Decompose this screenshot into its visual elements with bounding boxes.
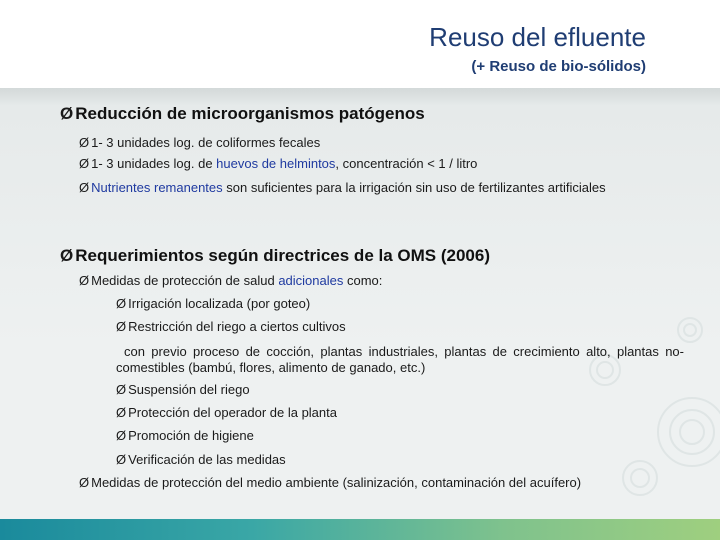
list-item-text: 1- 3 unidades log. de coliformes fecales	[91, 135, 321, 150]
list-item	[116, 428, 254, 443]
list-item	[79, 180, 684, 196]
section-heading-who	[60, 246, 490, 266]
list-item	[79, 156, 477, 171]
list-item	[116, 452, 286, 467]
bullet-arrow-icon: Ø	[60, 246, 74, 265]
section-heading-text: Reducción de microorganismos patógenos	[75, 104, 425, 123]
bullet-arrow-icon: Ø	[79, 475, 90, 490]
list-item-text: son suficientes para la irrigación sin uso de fertilizantes artificiales	[222, 180, 606, 195]
list-item	[116, 319, 346, 334]
list-item	[79, 135, 320, 150]
slide-body	[0, 88, 720, 520]
slide-header	[0, 0, 720, 88]
bullet-arrow-icon: Ø	[79, 135, 90, 150]
list-item	[79, 475, 581, 490]
slide-subtitle: (+ Reuso de bio-sólidos)	[471, 58, 646, 75]
bullet-arrow-icon: Ø	[79, 156, 90, 171]
list-item-text: Verificación de las medidas	[128, 452, 286, 467]
list-item-text: Protección del operador de la planta	[128, 405, 337, 420]
highlight-text: adicionales	[278, 273, 344, 288]
list-item-text: Promoción de higiene	[128, 428, 254, 443]
list-item-text: 1- 3 unidades log. de	[91, 156, 217, 171]
bullet-arrow-icon: Ø	[116, 319, 127, 334]
list-item-text: Suspensión del riego	[128, 382, 250, 397]
footer-gradient-bar	[0, 519, 720, 540]
list-item-text: Medidas de protección de salud	[91, 273, 279, 288]
list-item	[116, 382, 250, 397]
section-heading-pathogens	[60, 104, 425, 124]
slide-title: Reuso del efluente	[429, 22, 646, 52]
list-item	[116, 296, 310, 311]
list-item	[79, 273, 382, 288]
list-item-detail: con previo proceso de cocción, plantas industriales, plantas de crecimiento alto, plantas no-comestibles (bambú, flores, alimento de ganado, etc.)	[116, 344, 684, 375]
section-heading-text: Requerimientos según directrices de la OMS (2006)	[75, 246, 490, 265]
list-item-text: como:	[343, 273, 383, 288]
bullet-arrow-icon: Ø	[116, 382, 127, 397]
list-item-text: Medidas de protección del medio ambiente (salinización, contaminación del acuífero)	[91, 475, 582, 490]
bullet-arrow-icon: Ø	[79, 180, 90, 195]
list-item	[116, 405, 337, 420]
list-item-text: Restricción del riego a ciertos cultivos	[128, 319, 346, 334]
bullet-arrow-icon: Ø	[60, 104, 74, 123]
bullet-arrow-icon: Ø	[116, 405, 127, 420]
bullet-arrow-icon: Ø	[116, 296, 127, 311]
bullet-arrow-icon: Ø	[116, 428, 127, 443]
highlight-text: huevos de helmintos	[216, 156, 336, 171]
bullet-arrow-icon: Ø	[116, 452, 127, 467]
bullet-arrow-icon: Ø	[79, 273, 90, 288]
list-item-text: Irrigación localizada (por goteo)	[128, 296, 311, 311]
highlight-text: Nutrientes remanentes	[91, 180, 223, 195]
list-item-text: , concentración < 1 / litro	[335, 156, 478, 171]
